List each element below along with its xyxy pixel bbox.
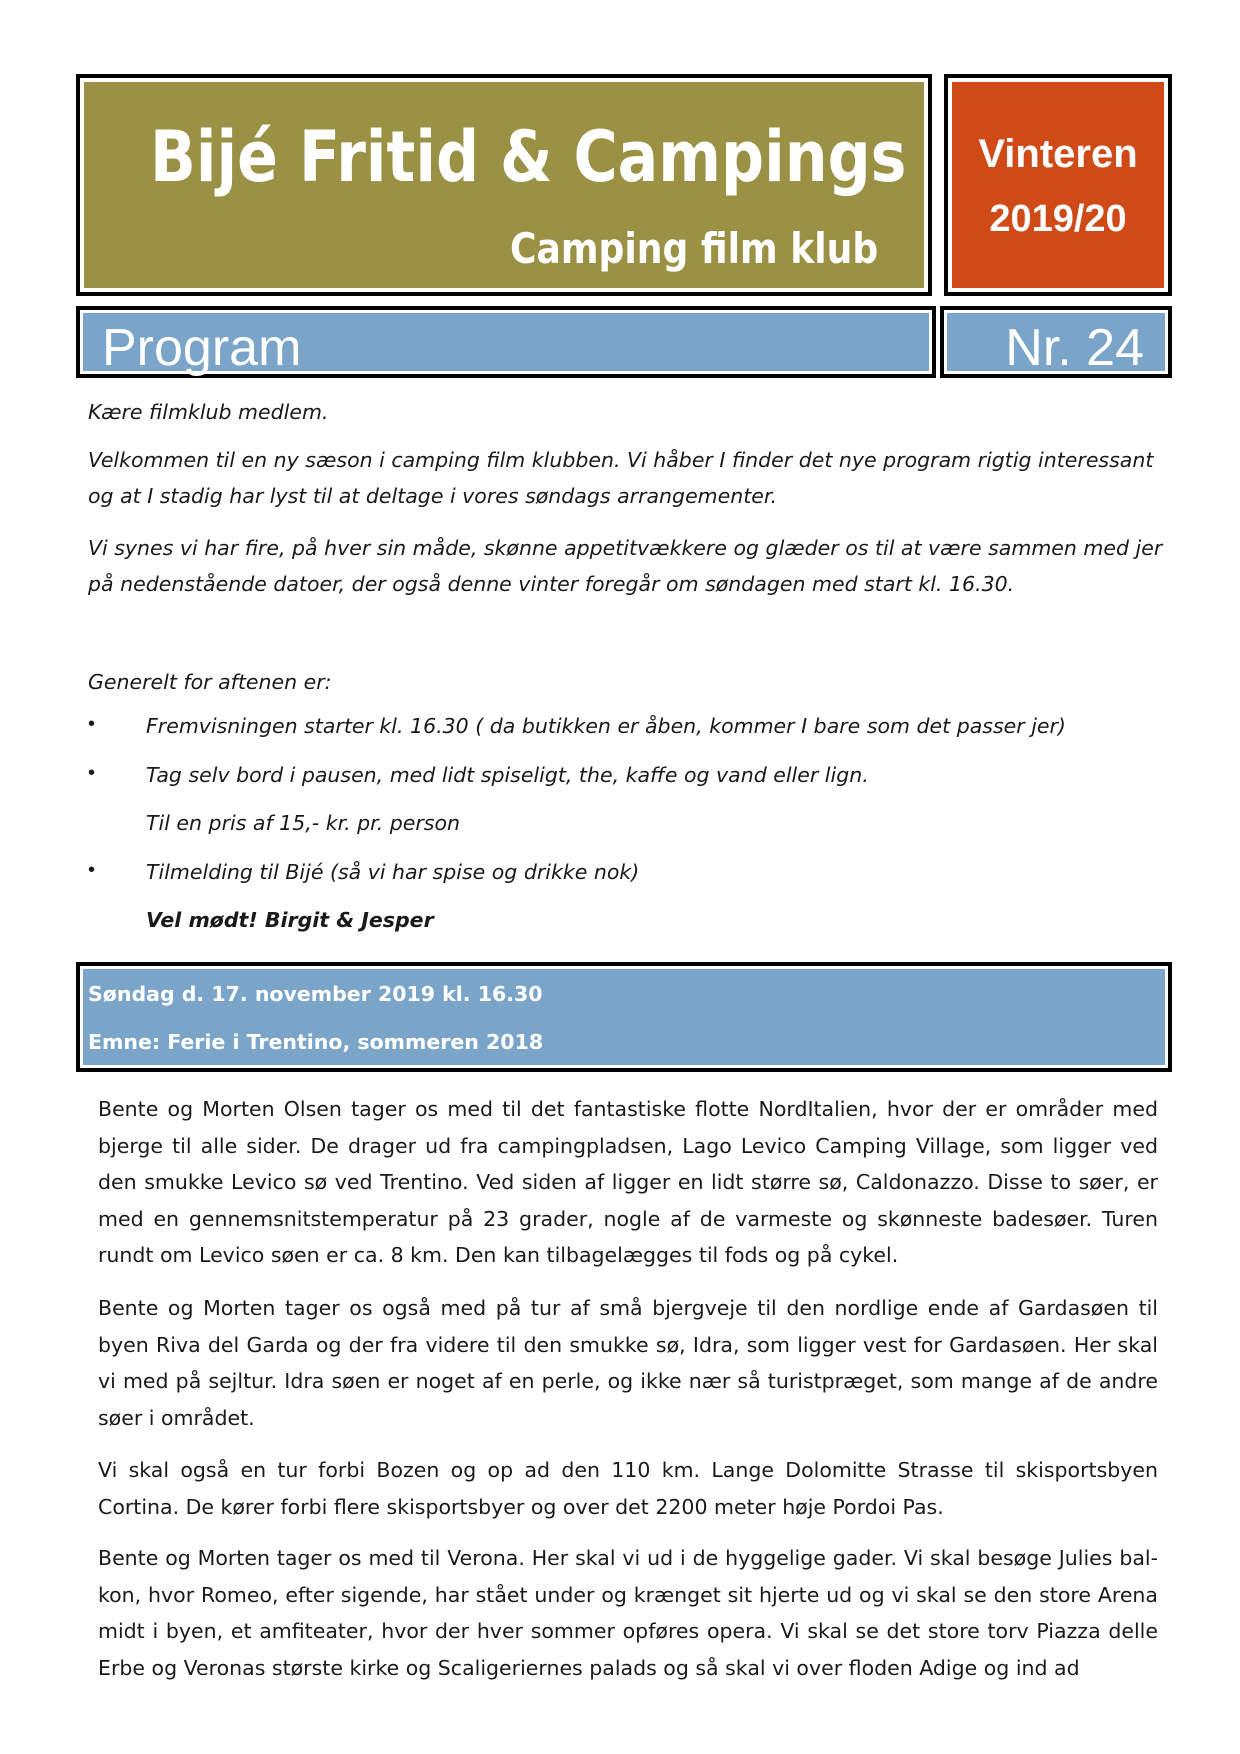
event-paragraph-1: Bente og Morten Olsen tager os med til det fantastiske flotte NordItalien, hvor der er områder med bjerge til alle sider. De drager ud fra campingpladsen, Lago Levico Camping Village, som ligger ved den smukke Levico sø ved Trentino. Ved siden af ligger en lidt større sø, Caldonazzo. Disse to søer, er med en gennemsnitstemperatur på 23 grader, nogle af de varmeste og skønneste badesøer. Turen rundt om Levico søen er ca. 8 km. Den kan tilbagelægges til fods og på cykel. [98,1097,1158,1267]
issue-number-box [940,306,1172,378]
club-subtitle: Camping film klub [510,224,879,273]
event-paragraph-4: Bente og Morten tager os med til Verona. Her skal vi ud i de hyggelige gader. Vi skal besøge Julies bal-kon, hvor Romeo, efter sigende, har stået under og krænget sit hjerte ud og vi skal se den store Arena midt i byen, et amfiteater, hvor der hver sommer opføres opera. Vi skal se det store torv Piazza delle Erbe og Veronas største kirke og Scaligeriernes palads og så skal vi over floden Adige og ind ad [98,1546,1158,1680]
bullet-icon: • [88,859,96,881]
event-topic: Emne: Ferie i Trentino, sommeren 2018 [88,1030,544,1054]
intro-paragraph-1: Velkommen til en ny sæson i camping film klubben. Vi håber I finder det nye program rigtig interessant og at I stadig har lyst til at deltage i vores søndags arrangementer. [88,448,1154,508]
list-item-text: Tilmelding til Bijé (så vi har spise og drikke nok) [146,860,640,884]
season-box [944,74,1172,296]
event-paragraph-2: Bente og Morten tager os også med på tur af små bjergveje til den nordlige ende af Gardasøen til byen Riva del Garda og der fra videre til den smukke sø, Idra, som ligger vest for Gardasøen. Her skal vi med på sejltur. Idra søen er noget af en perle, og ikke nær så turistpræget, som mange af de andre søer i området. [98,1296,1158,1430]
greeting: Kære filmklub medlem. [88,400,329,424]
event-header-box [76,962,1172,1072]
club-title-box [76,74,932,296]
event-paragraph-3: Vi skal også en tur forbi Bozen og op ad den 110 km. Lange Dolomitte Strasse til skisportsbyen Cortina. De kører forbi flere skisportsbyer og over det 2200 meter høje Pordoi Pas. [98,1458,1158,1519]
general-heading: Generelt for aftenen er: [88,670,332,694]
issue-number: Nr. 24 [1005,319,1144,377]
list-item-text: Til en pris af 15,- kr. pr. person [146,811,461,835]
list-item-text: Fremvisningen starter kl. 16.30 ( da butikken er åben, kommer I bare som det passer jer) [146,714,1066,738]
list-item-text: Tag selv bord i pausen, med lidt spiseligt, the, kaffe og vand eller lign. [146,763,869,787]
signoff: Vel mødt! Birgit & Jesper [146,908,434,932]
bullet-icon: • [88,713,96,735]
event-date: Søndag d. 17. november 2019 kl. 16.30 [88,982,543,1006]
bullet-icon: • [88,762,96,784]
season-label: Vinteren [978,132,1138,176]
intro-paragraph-2: Vi synes vi har fire, på hver sin måde, skønne appetitvækkere og glæder os til at være sammen med jer på nedenstående datoer, der også denne vinter foregår om søndagen med start kl. 16.30. [88,536,1163,596]
program-label: Program [102,319,302,377]
program-bar [76,306,936,378]
season-years: 2019/20 [989,198,1127,240]
club-name: Bijé Fritid & Campings [150,116,907,198]
